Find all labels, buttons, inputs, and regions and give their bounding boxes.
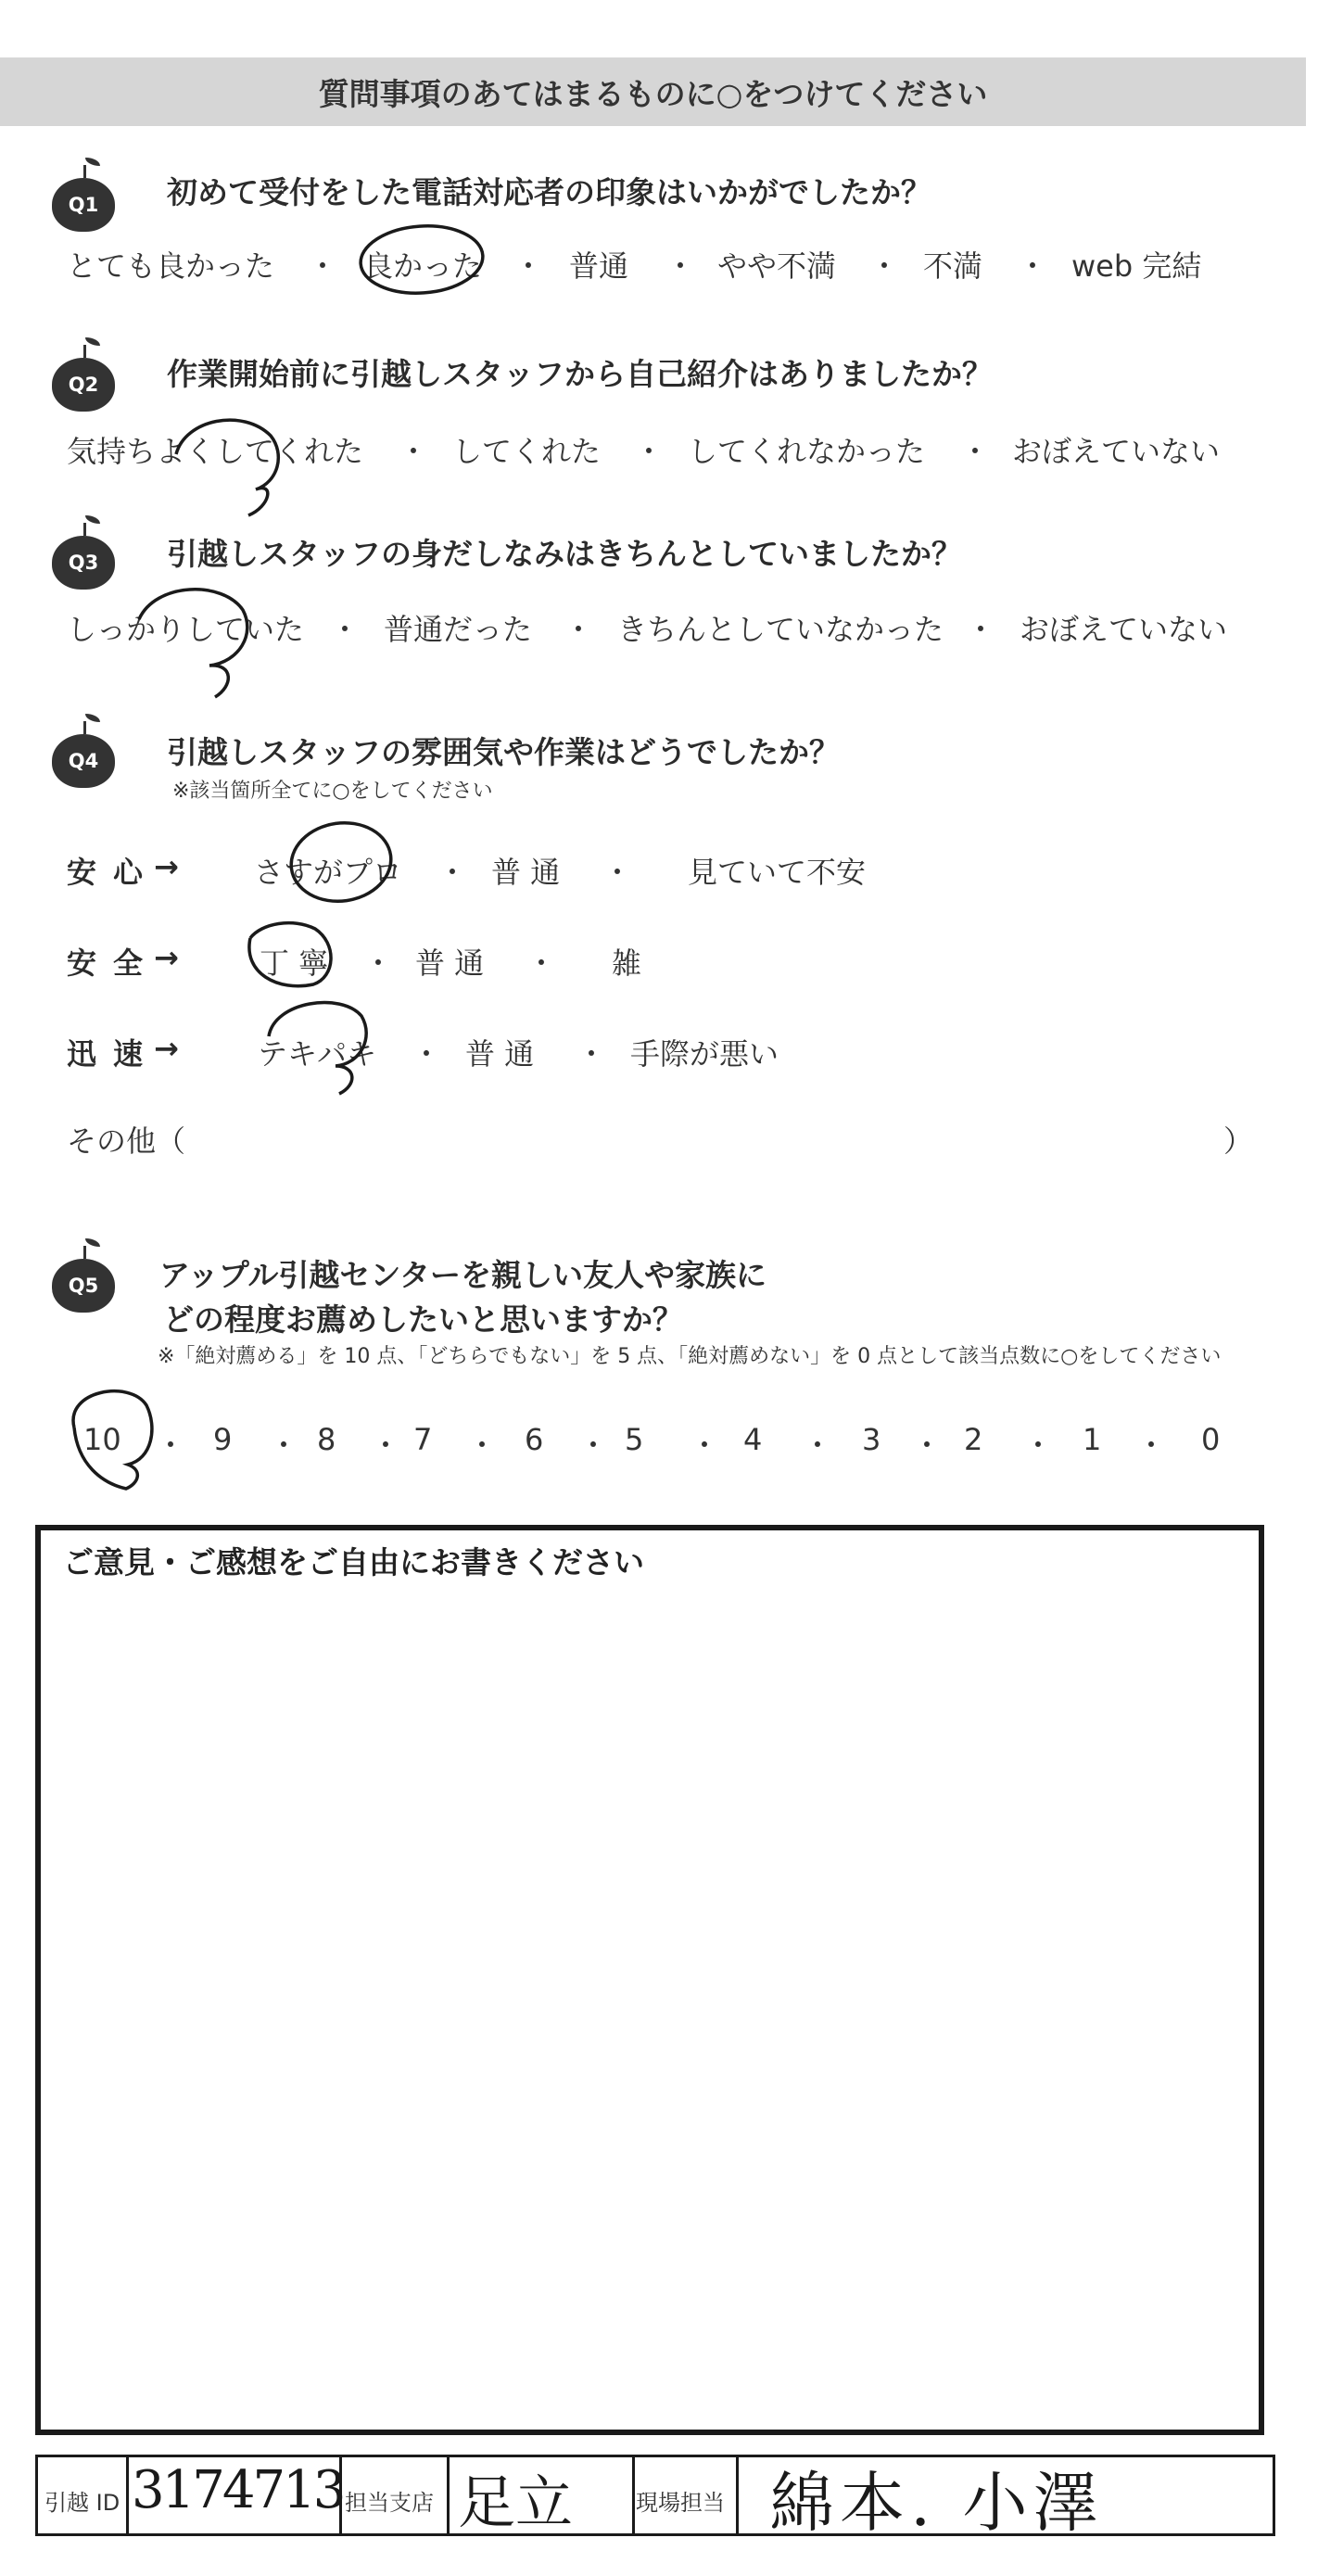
q3-option-2[interactable]: 普通だった [384, 612, 533, 647]
q1-option-5[interactable]: 不満 [923, 248, 983, 284]
separator: ・ [869, 248, 900, 284]
q1-option-4[interactable]: やや不満 [717, 248, 837, 284]
q4-category-anzen: 安全 [67, 945, 160, 981]
q4-other-close: ） [1223, 1123, 1254, 1159]
q2-badge: Q2 [52, 358, 115, 412]
separator: ・ [412, 1036, 442, 1072]
q4-anzen-option-3[interactable]: 雑 [612, 945, 642, 981]
q5-score-8[interactable]: 8 [317, 1422, 336, 1457]
separator: ・ [665, 248, 696, 284]
q5-score-7[interactable]: 7 [413, 1422, 433, 1457]
separator: ・ [564, 612, 594, 647]
q4-badge: Q4 [52, 734, 115, 788]
branch-value: 足立 [458, 2468, 574, 2536]
q4-jinsoku-option-2[interactable]: 普 通 [465, 1036, 535, 1072]
q4-jinsoku-option-1[interactable]: テキパキ [258, 1036, 377, 1072]
separator: ・ [308, 248, 338, 284]
branch-label: 担当支店 [345, 2490, 434, 2516]
q1-option-6[interactable]: web 完結 [1071, 248, 1202, 284]
q1-option-1[interactable]: とても良かった [67, 248, 275, 284]
q4-note: ※該当箇所全てに○をしてください [172, 780, 493, 803]
arrow-icon: → [154, 849, 179, 884]
q5-question-line1: アップル引越センターを親しい友人や家族に [159, 1257, 767, 1293]
q5-score-9[interactable]: 9 [213, 1422, 233, 1457]
q4-jinsoku-selection-mark [269, 1003, 366, 1094]
separator: ・ [966, 612, 996, 647]
arrow-icon: → [154, 1031, 179, 1066]
q5-score-10[interactable]: 10 [83, 1422, 121, 1457]
separator: ・ [371, 1428, 401, 1463]
separator: ・ [803, 1428, 833, 1463]
q2-option-2[interactable]: してくれた [452, 434, 602, 469]
q1-selection-circle [359, 222, 486, 297]
separator: ・ [602, 855, 633, 890]
q2-option-1[interactable]: 気持ちよくしてくれた [67, 434, 364, 469]
separator: ・ [690, 1428, 720, 1463]
q3-option-4[interactable]: おぼえていない [1020, 612, 1228, 647]
separator: ・ [269, 1428, 299, 1463]
q3-badge: Q3 [52, 536, 115, 590]
q1-option-2[interactable]: 良かった [363, 248, 483, 284]
separator: ・ [467, 1428, 498, 1463]
separator: ・ [634, 434, 665, 469]
q4-anshin-option-1[interactable]: さすがプロ [254, 855, 403, 890]
q5-score-1[interactable]: 1 [1083, 1422, 1102, 1457]
q5-selection-mark [73, 1391, 152, 1489]
separator: ・ [437, 855, 468, 890]
q1-question: 初めて受付をした電話対応者の印象はいかがでしたか？ [167, 174, 931, 210]
q2-selection-mark [176, 420, 278, 515]
separator: ・ [526, 945, 557, 981]
q4-category-anshin: 安心 [67, 855, 160, 890]
q5-score-6[interactable]: 6 [525, 1422, 544, 1457]
comment-title: ご意見・ご感想をご自由にお書きください [63, 1544, 644, 1580]
separator: ・ [912, 1428, 943, 1463]
q4-anshin-option-2[interactable]: 普 通 [491, 855, 561, 890]
q5-score-5[interactable]: 5 [625, 1422, 644, 1457]
separator: ・ [330, 612, 361, 647]
staff-label: 現場担当 [636, 2490, 725, 2516]
q4-anzen-option-1[interactable]: 丁 寧 [260, 945, 329, 981]
separator: ・ [399, 434, 429, 469]
arrow-icon: → [154, 940, 179, 975]
q4-anzen-option-2[interactable]: 普 通 [415, 945, 485, 981]
q3-selection-mark [139, 590, 247, 697]
q5-question-line2: どの程度お薦めしたいと思いますか？ [163, 1301, 683, 1338]
q4-anshin-selection-circle [286, 817, 397, 907]
q1-badge: Q1 [52, 178, 115, 232]
separator: ・ [513, 248, 544, 284]
q4-jinsoku-option-3[interactable]: 手際が悪い [630, 1036, 779, 1072]
q5-score-3[interactable]: 3 [862, 1422, 881, 1457]
q2-question: 作業開始前に引越しスタッフから自己紹介はありましたか？ [167, 356, 993, 392]
q5-badge: Q5 [52, 1259, 115, 1313]
separator: ・ [960, 434, 991, 469]
separator: ・ [1023, 1428, 1054, 1463]
q2-option-3[interactable]: してくれなかった [688, 434, 926, 469]
q3-question: 引越しスタッフの身だしなみはきちんとしていましたか？ [167, 536, 962, 572]
staff-value: 綿本. 小澤 [769, 2465, 1104, 2541]
page-title: 質問事項のあてはまるものに○をつけてください [318, 76, 988, 112]
separator: ・ [1018, 248, 1048, 284]
q5-score-4[interactable]: 4 [743, 1422, 763, 1457]
q4-other-label: その他（ [67, 1123, 186, 1159]
q3-option-1[interactable]: しっかりしていた [67, 612, 305, 647]
q4-anzen-selection-mark [249, 923, 331, 986]
separator: ・ [576, 1036, 607, 1072]
q5-note: ※「絶対薦める」を 10 点、「どちらでもない」を 5 点、「絶対薦めない」を 0 点として該当点数に○をしてください [158, 1345, 1222, 1368]
q4-anshin-option-3[interactable]: 見ていて不安 [688, 855, 867, 890]
separator: ・ [1136, 1428, 1167, 1463]
separator: ・ [578, 1428, 609, 1463]
q1-option-3[interactable]: 普通 [569, 248, 629, 284]
move-id-label: 引越 ID [44, 2490, 120, 2516]
q2-option-4[interactable]: おぼえていない [1012, 434, 1221, 469]
separator: ・ [156, 1428, 186, 1463]
q4-category-jinsoku: 迅速 [67, 1036, 160, 1072]
move-id-value: 3174713 [132, 2460, 344, 2520]
q5-score-0[interactable]: 0 [1201, 1422, 1221, 1457]
q4-question: 引越しスタッフの雰囲気や作業はどうでしたか？ [167, 734, 840, 770]
q5-score-2[interactable]: 2 [964, 1422, 983, 1457]
q3-option-3[interactable]: きちんとしていなかった [617, 612, 944, 647]
separator: ・ [363, 945, 394, 981]
